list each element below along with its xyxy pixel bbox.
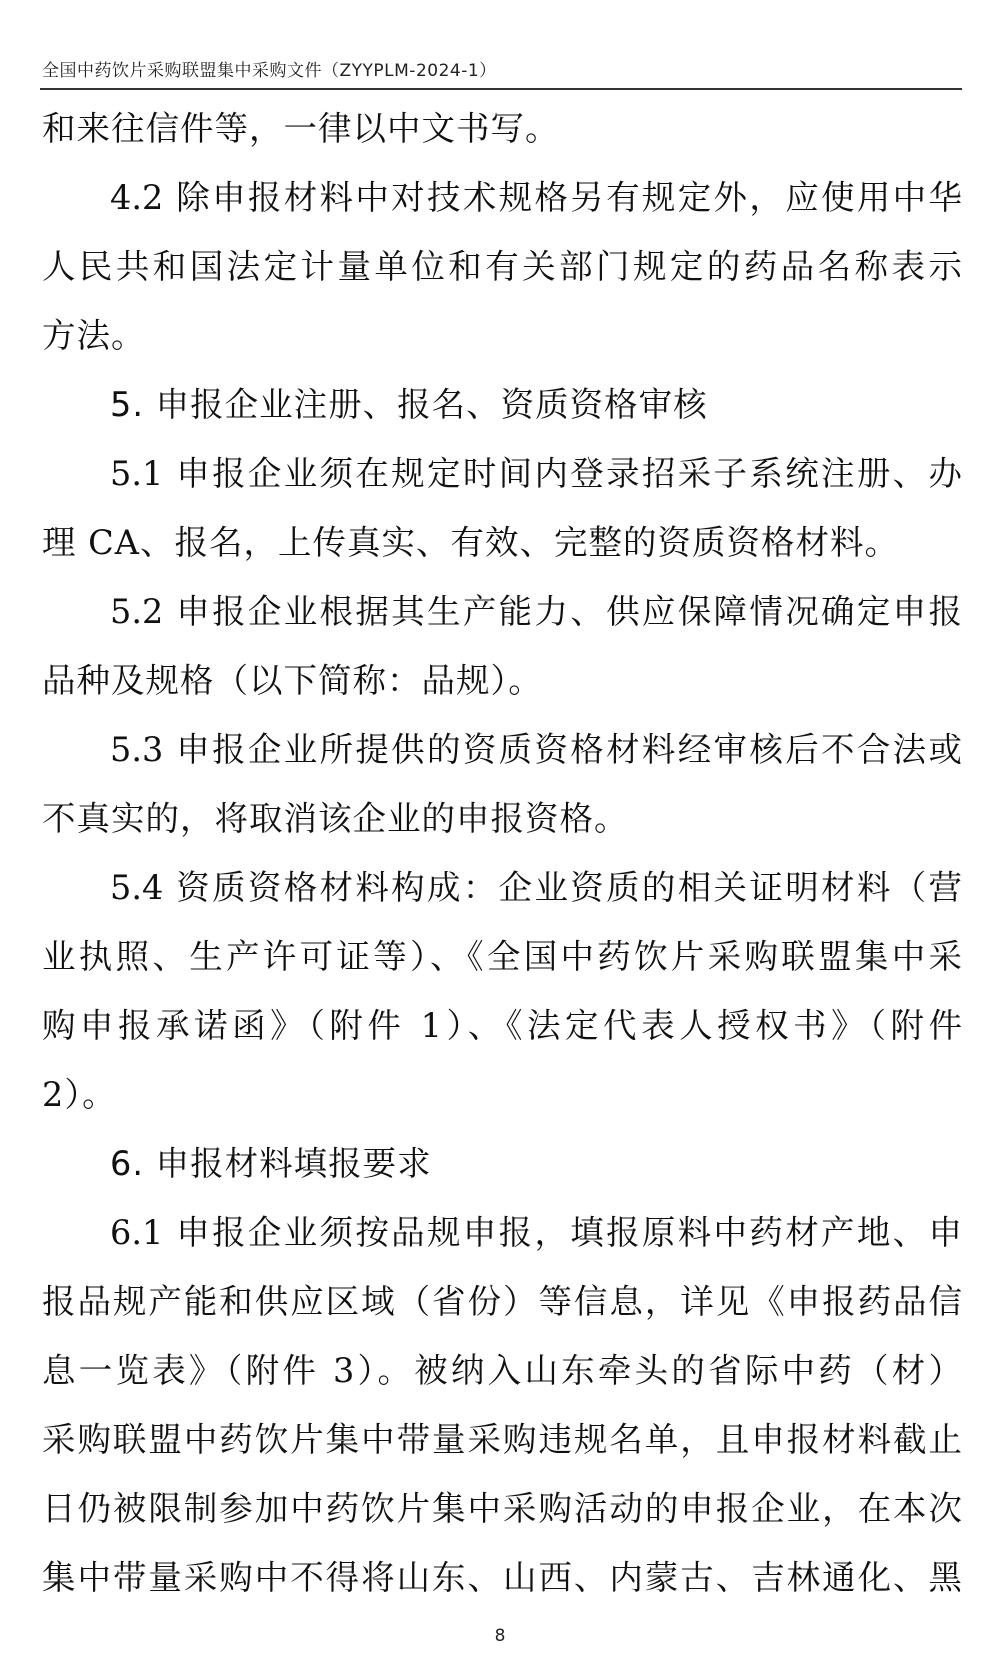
text-line-12: 5.4 资质资格材料构成：企业资质的相关证明材料（营	[110, 868, 962, 907]
text-line-19: 息一览表》（附件 3）。被纳入山东牵头的省际中药（材）	[42, 1351, 962, 1390]
document-header-title: 全国中药饮片采购联盟集中采购文件（ZYYPLM-2024-1）	[42, 61, 497, 81]
text-line-11: 不真实的，将取消该企业的申报资格。	[42, 799, 629, 838]
text-line-17: 6.1 申报企业须按品规申报，填报原料中药材产地、申	[110, 1213, 962, 1252]
text-line-14: 购申报承诺函》（附件 1）、《法定代表人授权书》（附件	[42, 1006, 962, 1045]
text-line-8: 5.2 申报企业根据其生产能力、供应保障情况确定申报	[110, 592, 962, 631]
text-line-9: 品种及规格（以下简称：品规）。	[42, 661, 543, 700]
text-line-10: 5.3 申报企业所提供的资质资格材料经审核后不合法或	[110, 730, 962, 769]
text-line-22: 集中带量采购中不得将山东、山西、内蒙古、吉林通化、黑	[42, 1558, 962, 1597]
text-line-3: 人民共和国法定计量单位和有关部门规定的药品名称表示	[42, 247, 962, 286]
text-line-20: 采购联盟中药饮片集中带量采购违规名单，且申报材料截止	[42, 1420, 962, 1459]
text-line-6: 5.1 申报企业须在规定时间内登录招采子系统注册、办	[110, 454, 962, 493]
text-line-13: 业执照、生产许可证等）、《全国中药饮片采购联盟集中采	[42, 937, 962, 976]
section-heading-5: 5. 申报企业注册、报名、资质资格审核	[110, 385, 708, 424]
text-line-2: 4.2 除申报材料中对技术规格另有规定外，应使用中华	[110, 178, 962, 217]
text-line-4: 方法。	[42, 316, 146, 355]
page-number: 8	[494, 1626, 506, 1646]
text-line-1: 和来往信件等，一律以中文书写。	[42, 109, 560, 148]
header-divider	[40, 88, 962, 90]
section-heading-6: 6. 申报材料填报要求	[110, 1144, 432, 1183]
text-line-21: 日仍被限制参加中药饮片集中采购活动的申报企业，在本次	[42, 1489, 962, 1528]
text-line-7: 理 CA、报名，上传真实、有效、完整的资质资格材料。	[42, 523, 899, 562]
document-body	[42, 94, 962, 1612]
text-line-15: 2）。	[42, 1075, 117, 1114]
text-line-18: 报品规产能和供应区域（省份）等信息，详见《申报药品信	[42, 1282, 962, 1321]
